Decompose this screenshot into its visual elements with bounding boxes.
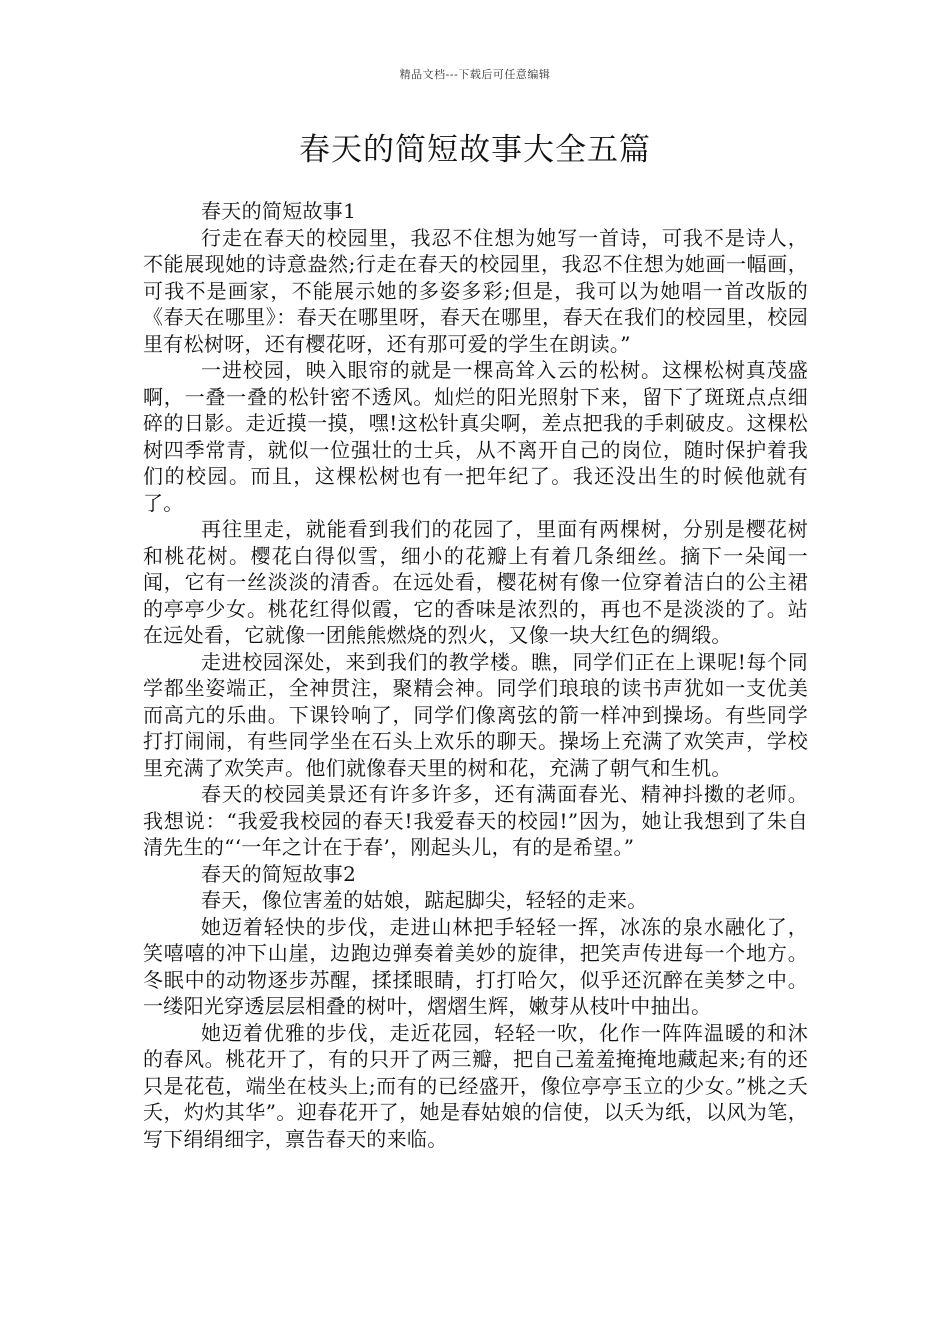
paragraph: 她迈着轻快的步伐，走进山林把手轻轻一挥，冰冻的泉水融化了，笑嘻嘻的冲下山崖，边跑边弹奏着美妙的旋律，把笑声传进每一个地方。冬眠中的动物逐步苏醒，揉揉眼睛，打打哈欠，似乎还沉醉在美梦之中。一缕阳光穿透层层相叠的树叶，熠熠生辉，嫩芽从枝叶中抽出。: [143, 914, 808, 1018]
section-heading-1: 春天的简短故事1: [201, 199, 357, 223]
paragraph: 再往里走，就能看到我们的花园了，里面有两棵树，分别是樱花树和桃花树。樱花白得似雪，细小的花瓣上有着几条细丝。摘下一朵闻一闻，它有一丝淡淡的清香。在远处看，樱花树有像一位穿着洁白的公主裙的亭亭少女。桃花红得似霞，它的香味是浓烈的，再也不是淡淡的了。站在远处看，它就像一团熊熊燃烧的烈火，又像一块大红色的绸缎。: [143, 517, 808, 647]
section-heading-2: 春天的简短故事2: [201, 861, 357, 886]
paragraph: 春天的校园美景还有许多许多，还有满面春光、精神抖擞的老师。我想说：“我爱我校园的春天!我爱春天的校园!”因为，她让我想到了朱自清先生的“‘一年之计在于春’，刚起头儿，有的是希望。”: [143, 782, 808, 859]
paragraph: 行走在春天的校园里，我忍不住想为她写一首诗，可我不是诗人，不能展现她的诗意盎然;行走在春天的校园里，我忍不住想为她画一幅画，可我不是画家，不能展示她的多姿多彩;但是，我可以为她唱一首改版的《春天在哪里》：春天在哪里呀，春天在哪里，春天在我们的校园里，校园里有松树呀，还有樱花呀，还有那可爱的学生在朗读。”: [143, 225, 808, 356]
document-body: [143, 198, 808, 1152]
paragraph: 她迈着优雅的步伐，走近花园，轻轻一吹，化作一阵阵温暖的和沐的春风。桃花开了，有的只开了两三瓣，把自己羞羞掩掩地藏起来;有的还只是花苞，端坐在枝头上;而有的已经盛开，像位亭亭玉立的少女。”桃之夭夭，灼灼其华”。迎春花开了，她是春姑娘的信使，以夭为纸，以风为笔，写下绢绢细字，禀告春天的来临。: [143, 1020, 808, 1151]
header-note: 精品文档---下载后可任意编辑: [399, 68, 551, 81]
paragraph: 走进校园深处，来到我们的教学楼。瞧，同学们正在上课呢!每个同学都坐姿端正，全神贯注，聚精会神。同学们琅琅的读书声犹如一支优美而高亢的乐曲。下课铃响了，同学们像离弦的箭一样冲到操场。有些同学打打闹闹，有些同学坐在石头上欢乐的聊天。操场上充满了欢笑声，学校里充满了欢笑声。他们就像春天里的树和花，充满了朝气和生机。: [143, 649, 808, 780]
paragraph: 春天，像位害羞的姑娘，踮起脚尖，轻轻的走来。: [201, 888, 648, 912]
paragraph: 一进校园，映入眼帘的就是一棵高耸入云的松树。这棵松树真茂盛啊，一叠一叠的松针密不透风。灿烂的阳光照射下来，留下了斑斑点点细碎的日影。走近摸一摸，嘿!这松针真尖啊，差点把我的手刺破皮。这棵松树四季常青，就似一位强壮的士兵，从不离开自己的岗位，随时保护着我们的校园。而且，这棵松树也有一把年纪了。我还没出生的时候他就有了。: [143, 358, 808, 515]
document-title: 春天的简短故事大全五篇: [299, 132, 651, 168]
